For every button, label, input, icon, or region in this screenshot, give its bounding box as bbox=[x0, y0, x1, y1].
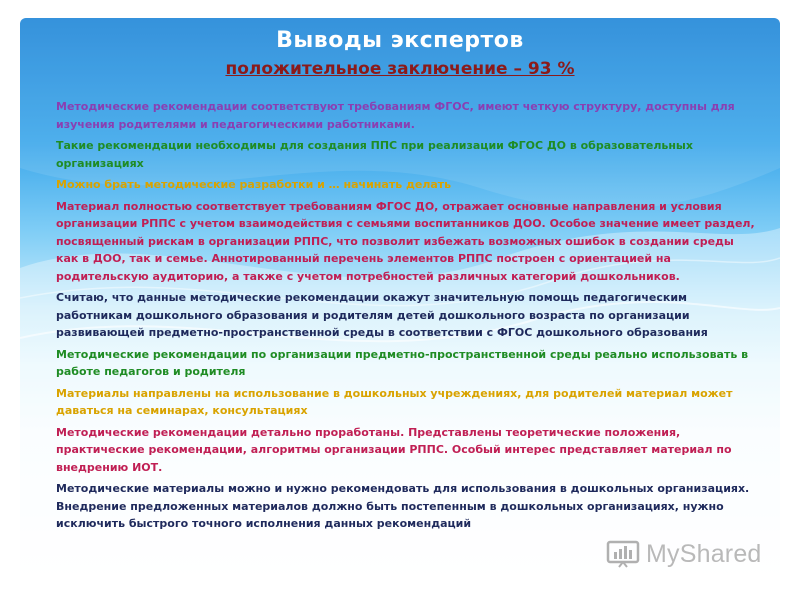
myshared-watermark bbox=[606, 538, 762, 570]
conclusion-paragraph: Методические рекомендации детально проработаны. Представлены теоретические положения, практические рекомендации, алгоритмы организации РППС. Особый интерес представляет материал по внедрению ИОТ. bbox=[56, 425, 732, 474]
conclusion-paragraph: Методические рекомендации соответствуют требованиям ФГОС, имеют четкую структуру, доступны для изучения родителями и педагогическими работниками. bbox=[56, 100, 735, 131]
conclusion-paragraph: Методические рекомендации по организации предметно-пространственной среды реально использовать в работе педагогов и родителя bbox=[56, 347, 749, 378]
myshared-logo-icon bbox=[606, 540, 640, 568]
conclusion-paragraph: Можно брать методические разработки и … начинать делать bbox=[56, 178, 452, 191]
title-block bbox=[20, 28, 780, 79]
conclusion-paragraph: Такие рекомендации необходимы для создания ППС при реализации ФГОС ДО в образовательных организациях bbox=[56, 139, 693, 170]
conclusion-paragraph: Материалы направлены на использование в дошкольных учреждениях, для родителей материал может даваться на семинарах, консультациях bbox=[56, 386, 733, 417]
conclusion-paragraph: Считаю, что данные методические рекомендации окажут значительную помощь педагогическим работникам дошкольного образования и родителям детей дошкольного возраста по организации развивающей предметно-пространственной среды в соответствии с ФГОС дошкольного образования bbox=[56, 291, 708, 339]
slide-subtitle: положительное заключение – 93 % bbox=[225, 59, 575, 79]
myshared-logo-text: MyShared bbox=[646, 539, 762, 568]
slide-title: Выводы экспертов bbox=[276, 28, 524, 53]
conclusion-paragraph: Материал полностью соответствует требованиям ФГОС ДО, отражает основные направления и условия организации РППС с учетом взаимодействия с семьями воспитанников ДОО. Особое значение имеет раздел, посвященный рискам в организации РППС, что позволит избежать возможных ошибок в создании среды как в ДОО, так и семье. Аннотированный перечень элементов РППС построен с ориентацией на родительскую аудиторию, а также с учетом потребностей различных категорий дошкольников. bbox=[56, 199, 755, 283]
experts-conclusions bbox=[56, 98, 756, 537]
conclusion-paragraph: Методические материалы можно и нужно рекомендовать для использования в дошкольных организациях. Внедрение предложенных материалов должно быть постепенным в дошкольных организациях, нужно исключить быстрого точного исполнения данных рекомендаций bbox=[56, 482, 750, 530]
